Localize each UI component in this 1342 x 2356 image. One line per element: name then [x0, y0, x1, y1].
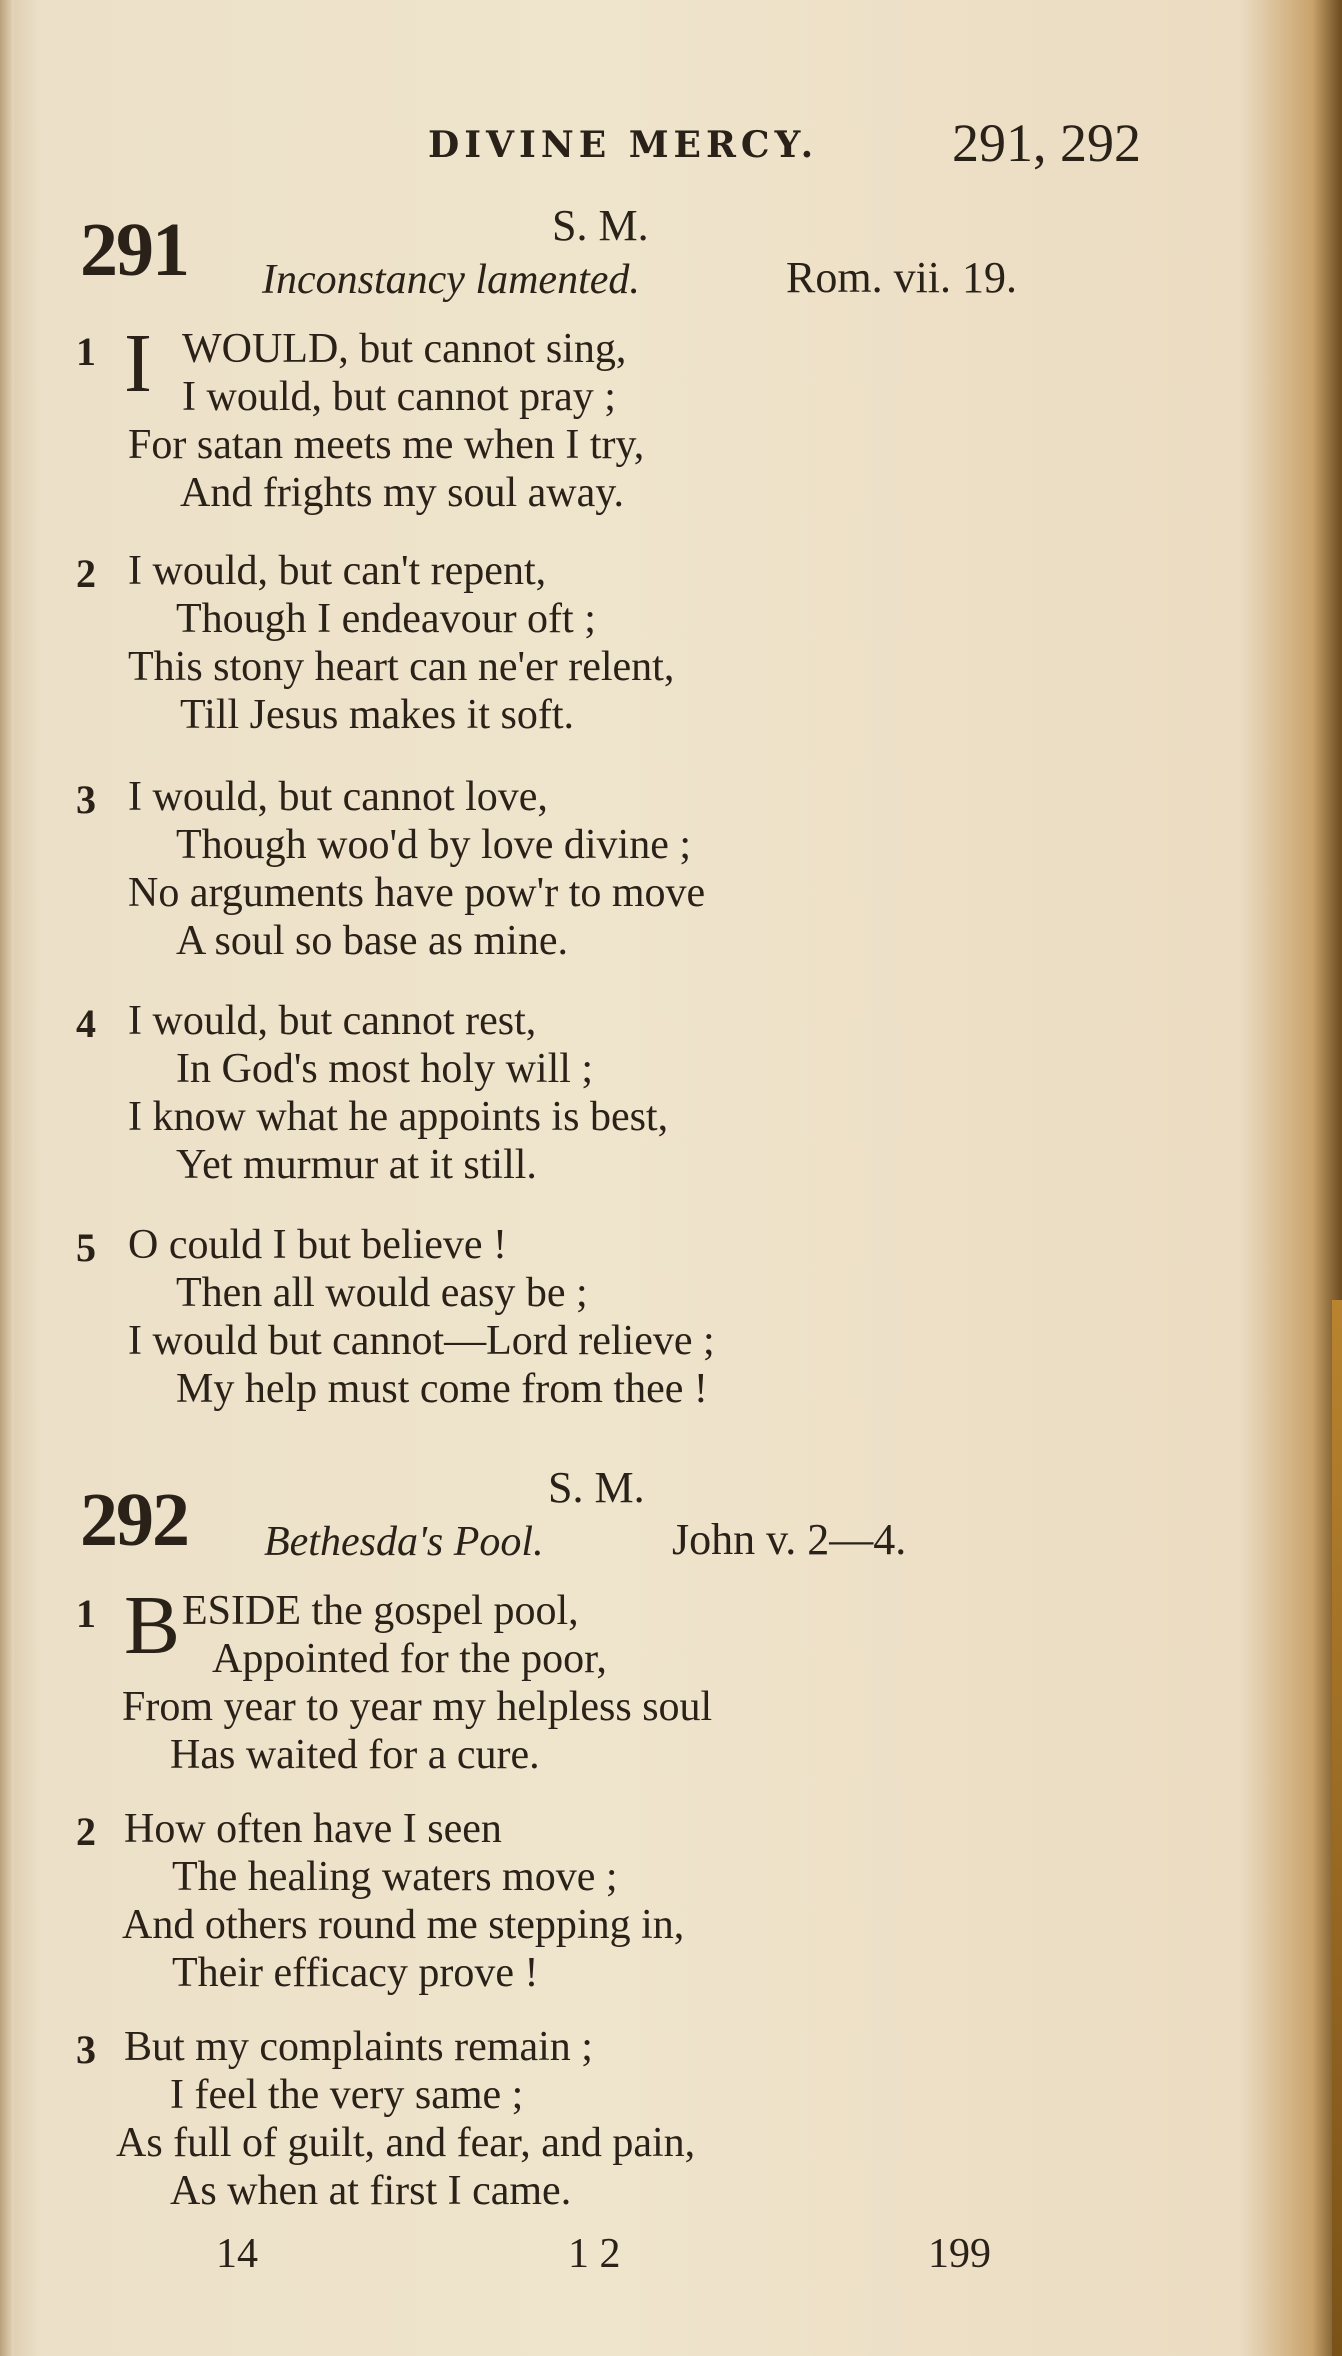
hymn-heading: [0, 200, 1342, 320]
verse-number: 4: [76, 1001, 96, 1046]
footer-number: 14: [216, 2231, 258, 2277]
verse-line: O could I but believe !: [128, 1222, 508, 1268]
verse-line: A soul so base as mine.: [176, 918, 568, 964]
verse-line: But my complaints remain ;: [124, 2024, 593, 2070]
verse-line: I would, but cannot rest,: [128, 998, 537, 1044]
verse-line: Till Jesus makes it soft.: [180, 692, 574, 738]
verse-line: WOULD, but cannot sing,: [182, 326, 627, 372]
verse-line: Appointed for the poor,: [212, 1636, 607, 1682]
scripture-reference: Rom. vii. 19.: [786, 253, 1018, 302]
verse-number: 3: [76, 2027, 96, 2072]
verse-line: This stony heart can ne'er relent,: [128, 644, 675, 690]
drop-cap: I: [124, 317, 152, 410]
verse-line: ESIDE the gospel pool,: [182, 1588, 579, 1634]
verse-line: Then all would easy be ;: [176, 1270, 588, 1316]
verse-line: The healing waters move ;: [172, 1854, 618, 1900]
hymn-number: 292: [80, 1478, 188, 1562]
drop-cap: B: [124, 1579, 181, 1672]
hymn-range: 291, 292: [952, 113, 1141, 173]
hymn-subtitle: Bethesda's Pool.: [264, 1519, 544, 1565]
hymn-subtitle: Inconstancy lamented.: [262, 257, 640, 303]
verse-line: I would but cannot—Lord relieve ;: [128, 1318, 715, 1364]
hymn-meter: S. M.: [548, 1463, 645, 1512]
verse-number: 1: [76, 1591, 96, 1636]
verse-number: 3: [76, 777, 96, 822]
verse-line: I know what he appoints is best,: [128, 1094, 669, 1140]
verse-line: And frights my soul away.: [180, 470, 625, 516]
verse-line: For satan meets me when I try,: [128, 422, 645, 468]
scripture-reference: John v. 2—4.: [672, 1515, 907, 1564]
verse-number: 2: [76, 1809, 96, 1854]
verse-number: 5: [76, 1225, 96, 1270]
verse-line: I would, but can't repent,: [128, 548, 547, 594]
hymn-heading: [0, 1462, 1342, 1582]
verse-line: No arguments have pow'r to move: [128, 870, 706, 916]
page-edge: [1332, 1300, 1342, 2356]
page-number: 199: [928, 2231, 991, 2277]
verse-line: Though I endeavour oft ;: [176, 596, 596, 642]
verse-line: My help must come from thee !: [176, 1366, 708, 1412]
verse-number: 1: [76, 329, 96, 374]
verse-line: Though woo'd by love divine ;: [176, 822, 692, 868]
verse-line: I feel the very same ;: [170, 2072, 524, 2118]
page-footer: [0, 2230, 1342, 2290]
verse-line: I would, but cannot love,: [128, 774, 548, 820]
running-title: DIVINE MERCY.: [428, 124, 819, 166]
verse-line: From year to year my helpless soul: [122, 1684, 713, 1730]
verse-line: Has waited for a cure.: [170, 1732, 540, 1778]
verse-line: Yet murmur at it still.: [176, 1142, 537, 1188]
verse-line: As when at first I came.: [170, 2168, 572, 2214]
hymn-number: 291: [80, 208, 188, 292]
signature-mark: 1 2: [568, 2231, 621, 2277]
verse-number: 2: [76, 551, 96, 596]
verse-line: And others round me stepping in,: [122, 1902, 685, 1948]
page-header: [0, 112, 1342, 172]
hymn-meter: S. M.: [552, 201, 649, 250]
verse-line: How often have I seen: [124, 1806, 502, 1852]
verse-line: In God's most holy will ;: [176, 1046, 594, 1092]
page-gutter: [0, 0, 14, 2356]
verse-line: I would, but cannot pray ;: [182, 374, 616, 420]
verse-line: Their efficacy prove !: [172, 1950, 539, 1996]
verse-line: As full of guilt, and fear, and pain,: [116, 2120, 696, 2166]
